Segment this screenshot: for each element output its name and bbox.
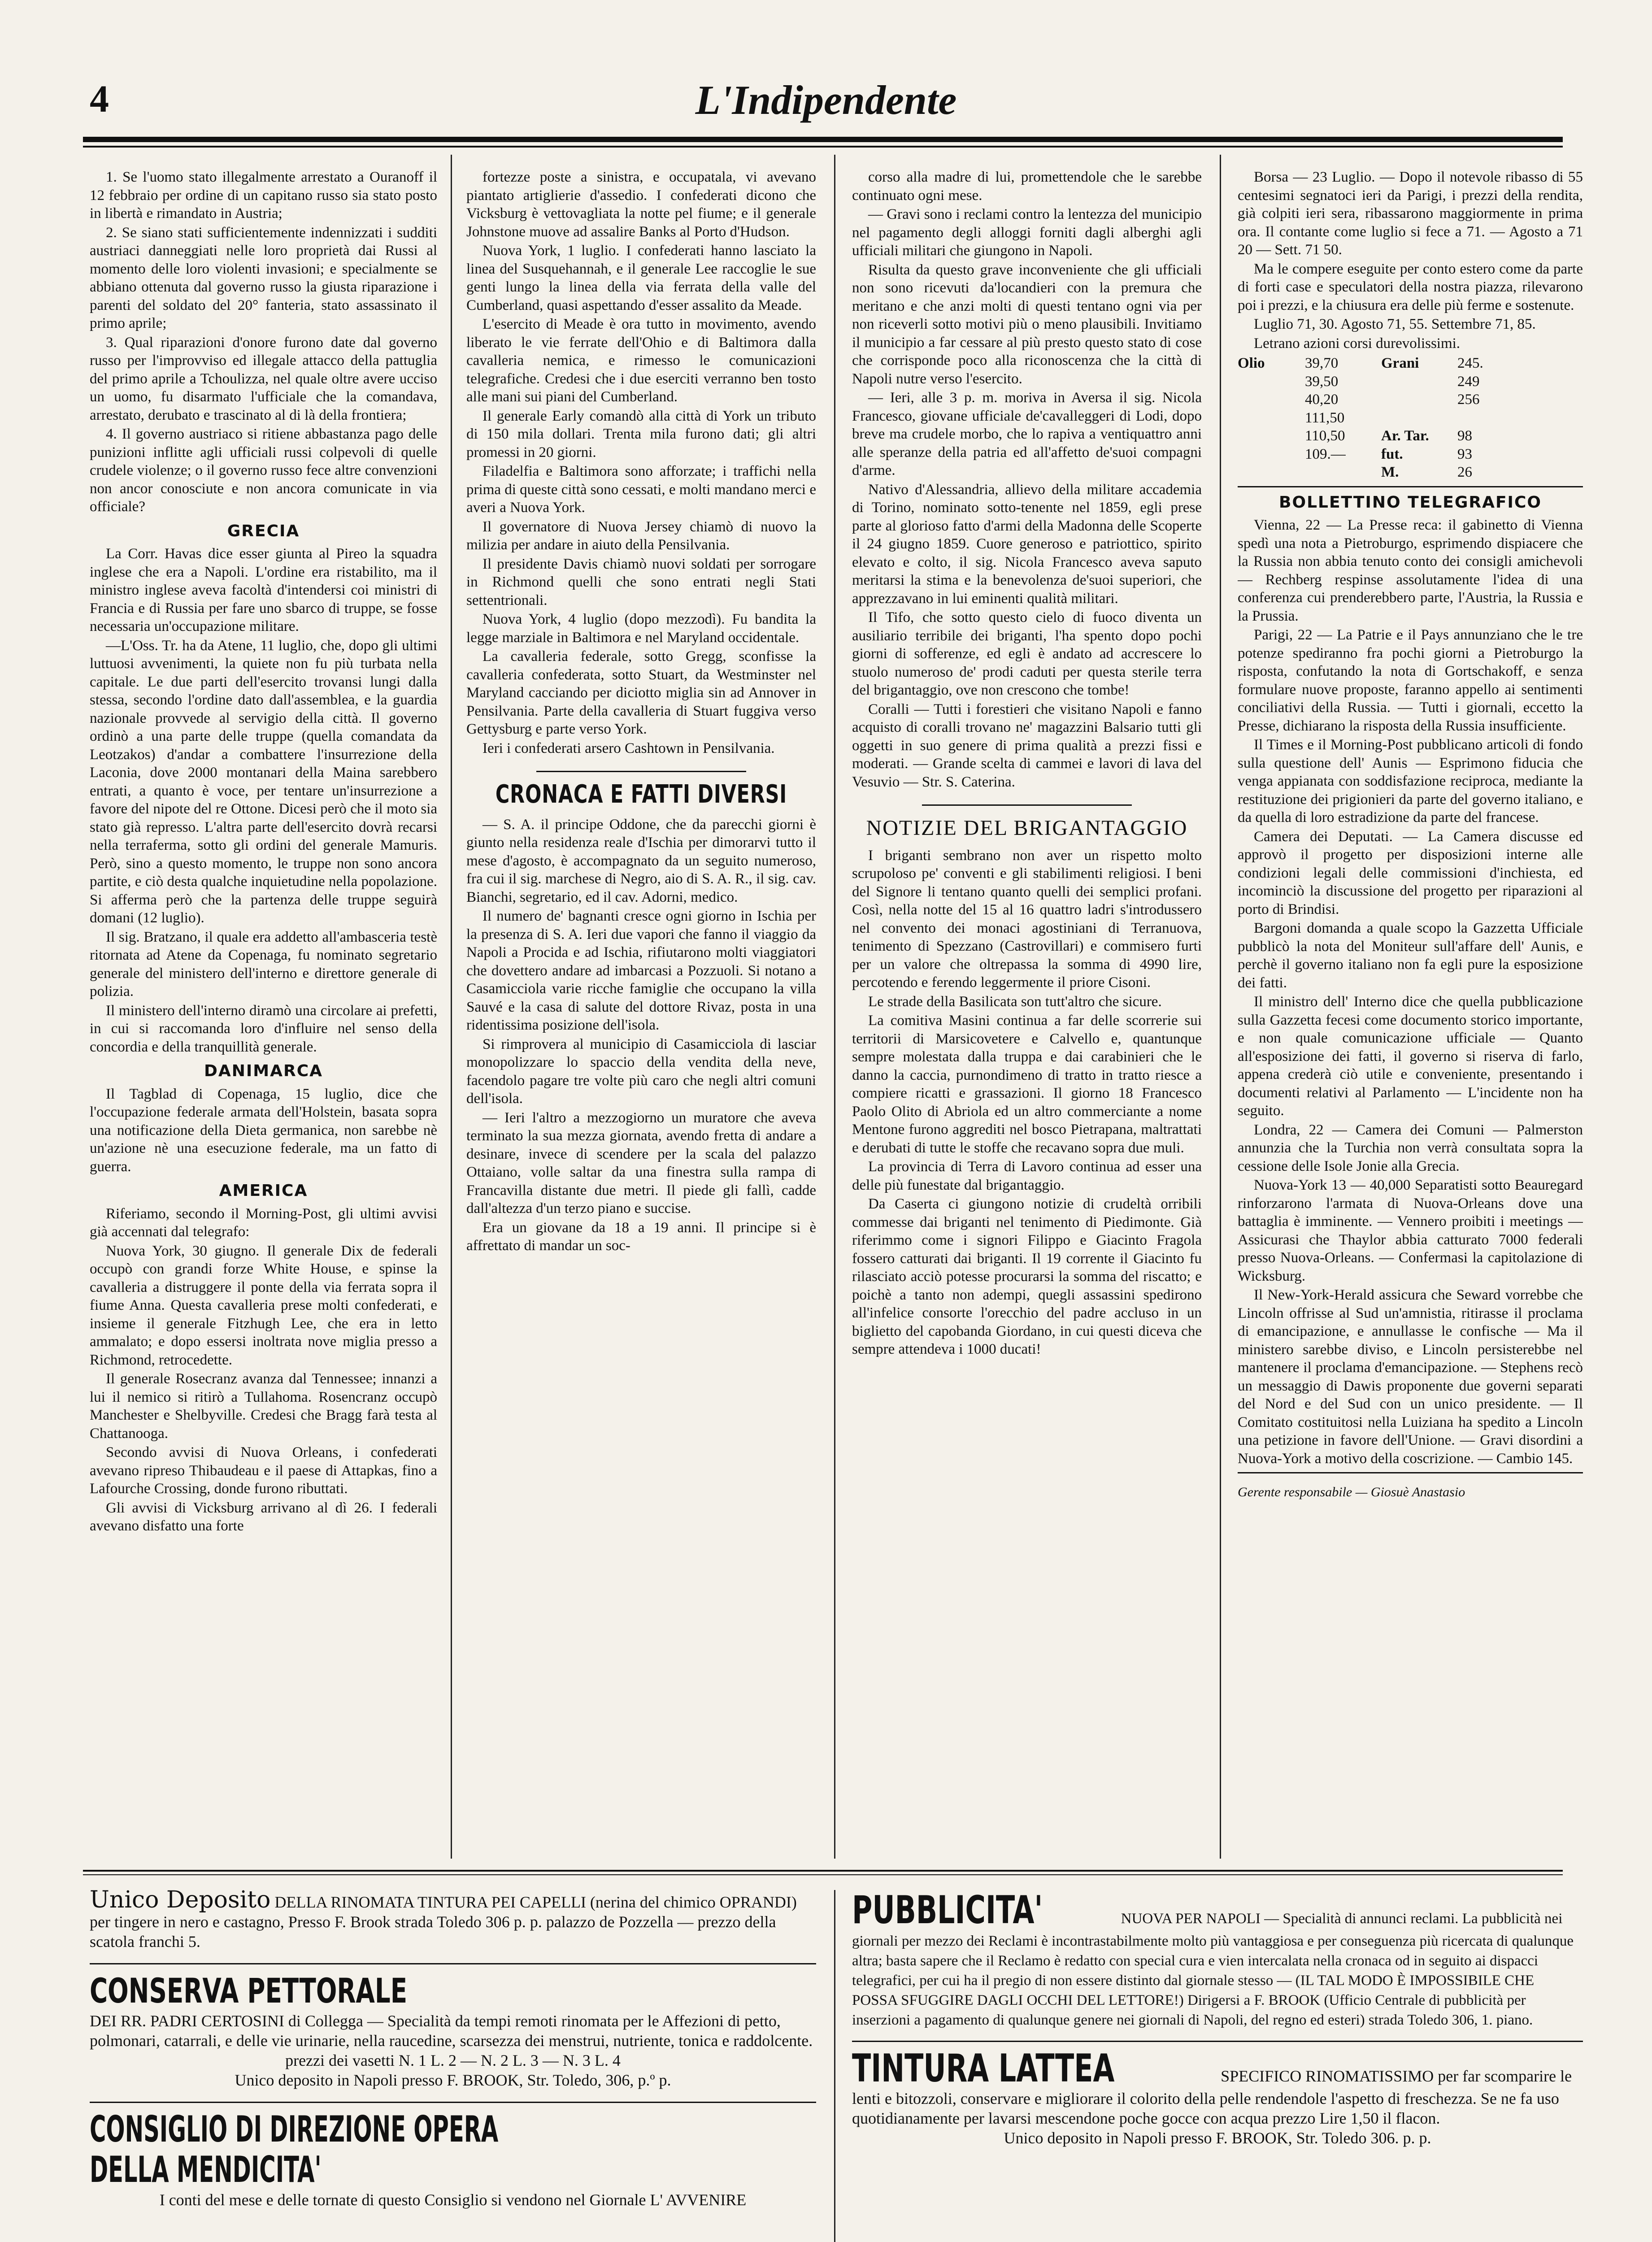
price-cell: 39,70 (1305, 355, 1339, 371)
price-row (1238, 354, 1583, 373)
section-head-cronaca: CRONACA E FATTI DIVERSI (495, 780, 787, 809)
ad-unico-head: Unico Deposito (90, 1886, 271, 1913)
borsa-report (1238, 168, 1583, 352)
paragraph: Vienna, 22 — La Presse reca: il gabinetto di Vienna spedì una nota a Pietroburgo, esprimendo dispiacere che la Russia non abbia tenuto conto dei consigli amichevoli — Rechberg respinse assolutamente l'idea di una conferenza cui prenderebbero parte, l'Austria, la Russia e la Prussia. (1238, 517, 1583, 624)
price-cell: 256 (1457, 391, 1480, 408)
section-head-grecia: GRECIA (227, 521, 300, 540)
price-cell: 245. (1457, 355, 1483, 371)
price-cell (1381, 409, 1457, 427)
ad-rule (852, 2041, 1583, 2042)
paragraph: Letrano azioni corsi durevolissimi. (1254, 335, 1461, 352)
price-cell (1238, 409, 1305, 427)
ads-top-rule-thin (83, 1874, 1563, 1875)
price-cell: Olio (1238, 355, 1265, 371)
price-cell: fut. (1381, 446, 1403, 462)
paragraph: Borsa — 23 Luglio. — Dopo il notevole ribasso di 55 centesimi segnatoci ieri da Parigi, i prezzi della rendita, già colpiti ieri sera, ribassarono maggiormente in prima ora. Il contante come luglio si fece a 71. — Agosto a 71 20 — Sett. 71 50. (1238, 169, 1583, 258)
section-head-bollettino: BOLLETTINO TELEGRAFICO (1279, 493, 1542, 512)
price-row (1238, 391, 1583, 409)
paragraph: Camera dei Deputati. — La Camera discusse ed approvò il progetto per disposizioni interne alle condizioni legali delle commissioni d'inchiesta, ed incominciò la discussione del progetto per riparazioni al porto di Brindisi. (1238, 828, 1583, 917)
paragraph: 2. Se siano stati sufficientemente indennizzati i sudditi austriaci danneggiati nelle loro proprietà dai Russi al momento delle loro violenti invasioni; e specialmente se abbiano ottenuta dal governo russo la giusta riparazione i parenti del soldato del 20° fanteria, stato assassinato il primo aprile; (90, 224, 437, 331)
paragraph: 3. Qual riparazioni d'onore furono date dal governo russo per l'improvviso ed illegale attacco della pattuglia del primo aprile a Tchoulizza, nel quale oltre avere ucciso un uomo, fu disarmato l'ufficiale che la comandava, arrestato, derubato e trascinato al di là della frontiera; (90, 334, 437, 423)
paragraph: Risulta da questo grave inconveniente che gli ufficiali non sono ricevuti da'locandieri con la premura che meritano e che anzi molti di questi tentano ogni via per non riceverli sotto motivi più o meno plausibili. Invitiamo il municipio a far cessare al più presto questo stato di cose che corrisponde poco alla riconoscenza che la città di Napoli nutre verso l'esercito. (852, 261, 1202, 387)
section-separator (1238, 486, 1583, 487)
header-rule-thin (83, 146, 1563, 148)
ad-unico-text: DELLA RINOMATA TINTURA PEI CAPELLI (nerina del chimico OPRANDI) per tingere in nero e castagno, Presso F. Brook strada Toledo 306 p. p. palazzo de Pozzella — prezzo della scatola franchi 5. (90, 1893, 797, 1951)
ad-tintura-lattea (852, 2048, 1583, 2148)
page-number: 4 (90, 77, 109, 120)
price-cell (1238, 391, 1305, 409)
paragraph: Coralli — Tutti i forestieri che visitano Napoli e fanno acquisto di coralli trovano ne' magazzini Balsario tutti gli oggetti in suo genere di prima qualità a prezzi fissi e moderati. — Grande scelta di cammei e lavori di lava del Vesuvio — Str. S. Caterina. (852, 701, 1202, 790)
price-cell: 93 (1457, 446, 1472, 462)
paragraph: Le strade della Basilicata son tutt'altro che sicure. (868, 993, 1162, 1010)
section-head-brigantaggio: NOTIZIE DEL BRIGANTAGGIO (866, 816, 1188, 840)
paragraph: Il numero de' bagnanti cresce ogni giorno in Ischia per la presenza di S. A. Ieri due vapori che fanno il viaggio da Napoli a Procida e ad Ischia, rifiutarono molti viaggiatori che dovettero andare ad imbarcasi a Pozzuoli. Si notano a Casamicciola varie ricche famiglie che occupano la villa Sauvé e la casa di salute del dottore Rivaz, posta in una ridentissima posizione dell'isola. (466, 908, 816, 1033)
column-divider (451, 155, 452, 1859)
ad-tintura-deposito: Unico deposito in Napoli presso F. BROOK, Str. Toledo 306. p. p. (1004, 2129, 1431, 2147)
paragraph: Filadelfia e Baltimora sono afforzate; i traffichi nella prima di queste città sono cessati, e molti mandano merci e averi a Nuova York. (466, 463, 816, 516)
column-4 (1238, 168, 1583, 1863)
price-cell (1457, 409, 1511, 427)
paragraph: Bargoni domanda a quale scopo la Gazzetta Ufficiale pubblicò la nota del Moniteur sull'affare dell' Aunis, e perchè il governo italiano non fa egli pure la esposizione dei fatti. (1238, 920, 1583, 991)
column-3 (852, 168, 1202, 1863)
ad-conserva-text: DEI RR. PADRI CERTOSINI di Collegga — Specialità da tempi remoti rinomata per le Affezioni di petto, polmonari, catarrali, e delle vie urinarie, nella raucedine, scarsezza dei menstrui, nutriente, tonica e raddolcente. (90, 2012, 813, 2050)
ad-tintura-text: SPECIFICO RINOMATISSIMO per far scomparire le lenti e bitozzoli, conservare e migliorare il colorito della pelle rendendole l'aspetto di freschezza. Se ne fa uso quotidianamente per lavarsi mescendone poche gocce con acqua prezzo Lire 1,50 il flacon. (852, 2067, 1572, 2127)
column-divider (1220, 155, 1221, 1859)
paragraph: La cavalleria federale, sotto Gregg, sconfisse la cavalleria confederata, sotto Stuart, da Westminster nel Maryland cacciando per diciotto miglia sin ad Annover in Pensilvania. Parte della cavalleria di Stuart fuggiva verso Gettysburg e parte verso York. (466, 648, 816, 737)
paragraph: Il generale Rosecranz avanza dal Tennessee; innanzi a lui il nemico si ritirò a Tullahoma. Rosencranz occupò Manchester e Shelbyville. Credesi che Bragg farà testa al Chattanooga. (90, 1371, 437, 1442)
ad-conserva-deposito: Unico deposito in Napoli presso F. BROOK, Str. Toledo, 306, p.º p. (235, 2071, 671, 2089)
ad-rule (90, 1963, 816, 1964)
paragraph: Si rimprovera al municipio di Casamicciola di lasciar monopolizzare lo spaccio della vendita della neve, facendolo pagare tre volte più caro che negli altri comuni dell'isola. (466, 1036, 816, 1107)
paragraph: La comitiva Masini continua a far delle scorrerie sui territorii di Marsicovetere e Calvello e, quantunque sempre molestata dalla truppa e dai carabinieri che le danno la caccia, purnondimeno di tratto in tratto riesce a compiere ricatti e grassazioni. Il giorno 18 Francesco Paolo Olito di Abriola ed un altro commerciante a nome Mentone furono aggrediti nel bosco Pietrapana, maltrattati e derubati di tutte le stoffe che recavano sopra due muli. (852, 1012, 1202, 1156)
danimarca-articles (90, 1085, 437, 1176)
price-cell: 110,50 (1305, 428, 1345, 444)
price-cell: 40,20 (1305, 391, 1339, 408)
ad-consiglio-text: I conti del mese e delle tornate di questo Consiglio si vendono nel Giornale L' AVVENIRE (159, 2191, 747, 2209)
paragraph: Il New-York-Herald assicura che Seward vorrebbe che Lincoln offrisse al Sud un'amnistia, ritirasse il proclama di emancipazione, e annullasse le confische — Ma il ministero sarebbe diviso, e Lincoln persisterebbe nel mantenere il proclama d'emancipazione. — Stephens recò un messaggio di Dawis proponente due governi separati del Nord e del Sud con un unico presidente. — Il Comitato costituitosi nella Luiziana ha spedito a Lincoln una petizione in favore dell'Unione. — Gravi disordini a Nuova-York a motivo della coscrizione. — Cambio 145. (1238, 1287, 1583, 1467)
header-rule (83, 137, 1563, 142)
section-separator (536, 771, 746, 772)
section-separator (1238, 1472, 1583, 1473)
page-header (90, 76, 1562, 135)
paragraph: L'esercito di Meade è ora tutto in movimento, avendo liberato le vie ferrate dell'Ohio e di Baltimora dalla cavalleria nemica, e rimesso le comunicazioni telegrafiche. Credesi che i due eserciti verranno ben tosto alle mani sui piani del Cumberland. (466, 316, 816, 405)
cronaca-articles (466, 816, 816, 1255)
price-cell: 26 (1457, 464, 1472, 480)
paragraph: Londra, 22 — Camera dei Comuni — Palmerston annunzia che la Turchia non verrà consultata sopra la cessione delle Isole Jonie alla Grecia. (1238, 1121, 1583, 1174)
column-divider (834, 155, 835, 1859)
paragraph: Secondo avvisi di Nuova Orleans, i confederati avevano ripreso Thibaudeau e il paese di Attapkas, fino a Lafourche Crossing, donde furono ributtati. (90, 1444, 437, 1497)
paragraph: 1. Se l'uomo stato illegalmente arrestato a Ouranoff il 12 febbraio per ordine di un capitano russo sia stato posto in libertà e rimandato in Austria; (90, 169, 437, 222)
bollettino-dispatches (1238, 516, 1583, 1468)
paragraph: Da Caserta ci giungono notizie di crudeltà orribili commesse dai briganti nel tenimento di Piedimonte. Già riferimmo come i signori Filippo e Giacinto Fragola fossero catturati dai briganti. Il 19 corrente il Giacinto fu rilasciato acciò potesse procurarsi la somma del riscatto; e poichè a tanto non adempi, quegli assassini spedirono all'infelice consorte l'orecchio del padre accluso in un biglietto del capobanda Giordano, in cui questi diceva che sempre attendeva i 1000 ducati! (852, 1196, 1202, 1357)
ads-left (90, 1886, 816, 2242)
paragraph: — Gravi sono i reclami contro la lentezza del municipio nel pagamento degli alloggi forniti dagli alberghi agli ufficiali militari che giungono in Napoli. (852, 206, 1202, 259)
grecia-articles (90, 545, 437, 1056)
paragraph: Il governatore di Nuova Jersey chiamò di nuovo la milizia per andare in aiuto della Pensilvania. (466, 518, 816, 553)
paragraph: Il presidente Davis chiamò nuovi soldati per sorrogare in Richmond quelli che sono entrati negli Stati settentrionali. (466, 556, 816, 608)
paragraph: Il generale Early comandò alla città di York un tributo di 150 mila dollari. Trenta mila furono dati; gli altri promessi in 20 giorni. (466, 408, 816, 461)
paragraph: La provincia di Terra di Lavoro continua ad esser una delle più funestate dal brigantaggio. (852, 1159, 1202, 1193)
paragraph: — Ieri, alle 3 p. m. moriva in Aversa il sig. Nicola Francesco, giovane ufficiale de'cavalleggeri di Lodi, dopo breve ma crudele morbo, che lo rapiva a ventiquattro anni alle speranze della patria ed all'affetto de'suoi compagni d'arme. (852, 390, 1202, 478)
price-cell: 249 (1457, 373, 1480, 390)
paragraph: Era un giovane da 18 a 19 anni. Il principe si è affrettato di mandar un soc- (466, 1219, 816, 1254)
paragraph: Il Times e il Morning-Post pubblicano articoli di fondo sulla questione dell' Aunis — Esprimono fiducia che venga appianata con soddisfazione reciproca, mediante la restituzione dei prigionieri da parte del governo italiano, e da quella di loro estradizione da parte del francese. (1238, 737, 1583, 826)
price-cell (1381, 391, 1457, 409)
price-cell: 98 (1457, 428, 1472, 444)
paragraph: 4. Il governo austriaco si ritiene abbastanza pago delle punizioni inflitte agli ufficiali russi colpevoli di quelle crudele violenze; o il governo russo fece altre convenzioni non ancor conosciute e non ancora comunicate in via officiale? (90, 426, 437, 515)
price-cell: M. (1381, 464, 1399, 480)
price-cell (1305, 463, 1381, 482)
ad-rule (90, 2102, 816, 2103)
price-cell (1238, 373, 1305, 391)
paragraph: — Ieri l'altro a mezzogiorno un muratore che aveva terminato la sua mezza giornata, avendo fretta di andare a desinare, invece di scendere per la scala del palazzo Ottaiano, volle saltar da una finestra sulla rampa di Francavilla distante due metri. Il piede gli fallì, cadde dall'altezza d'un terzo piano e succise. (466, 1109, 816, 1217)
price-cell: Ar. Tar. (1381, 428, 1429, 444)
ad-pubblicita-head: PUBBLICITA' (852, 1888, 1043, 1933)
paragraph: Nuova York, 30 giugno. Il generale Dix de federali occupò con grandi forze White House, e spinse la cavalleria a distruggere il ponte della via ferrata sopra il fiume Anna. Questa cavalleria prese molti confederati, e insieme il generale Fitzhugh Lee, che era in letto ammalato; e dopo essersi inoltrata nove miglia presso a Richmond, retrocedette. (90, 1243, 437, 1368)
price-cell (1238, 463, 1305, 482)
paragraph: corso alla madre di lui, promettendole che le sarebbe continuato ogni mese. (852, 169, 1202, 204)
ad-consiglio-head: CONSIGLIO DI DIREZIONE OPERA DELLA MENDICITA' (90, 2108, 499, 2190)
paragraph: Nuova York, 1 luglio. I confederati hanno lasciato la linea del Susquehannah, e il generale Lee raccoglie le sue genti lungo la linea della via ferrata della valle del Cumberland, quasi aspettando d'esser assalito da Meade. (466, 243, 816, 313)
paragraph: Nuova York, 4 luglio (dopo mezzodì). Fu bandita la legge marziale in Baltimora e nel Maryland occidentale. (466, 611, 816, 646)
gerente-line: Gerente responsabile — Giosuè Anastasio (1238, 1485, 1465, 1499)
price-row (1238, 463, 1583, 482)
masthead-title: L'Indipendente (695, 77, 957, 123)
austria-questions (90, 168, 437, 516)
ad-conserva-prices: prezzi dei vasetti N. 1 L. 2 — N. 2 L. 3 — N. 3 L. 4 (285, 2051, 621, 2069)
column-2 (466, 168, 816, 1863)
paragraph: La Corr. Havas dice esser giunta al Pireo la squadra inglese che era a Napoli. L'ordine era ristabilito, ma il ministro inglese aveva facoltà d'intendersi coi ministri di Francia e di Russia per fare uno sbarco di truppe, se fosse necessaria un'occupazione militare. (90, 546, 437, 634)
paragraph: Gli avvisi di Vicksburg arrivano al dì 26. I federali avevano disfatto una forte (90, 1499, 437, 1534)
america-articles (90, 1205, 437, 1535)
price-row (1238, 445, 1583, 464)
paragraph: Ieri i confederati arsero Cashtown in Pensilvania. (483, 740, 775, 756)
cronaca-continued (852, 168, 1202, 791)
price-cell (1381, 373, 1457, 391)
price-cell: 111,50 (1305, 409, 1345, 426)
price-cell: Grani (1381, 355, 1419, 371)
paragraph: — S. A. il principe Oddone, che da parecchi giorni è giunto nella residenza reale d'Ischia per dimorarvi tutto il mese d'agosto, è accompagnato da un seguito numeroso, fra cui il sig. marchese di Negro, aio di S. A. R., il sig. cav. Bianchi, segretario, ed il cav. Adorni, medico. (466, 816, 816, 905)
section-separator (922, 804, 1132, 806)
section-head-danimarca: DANIMARCA (204, 1062, 323, 1080)
price-cell (1238, 445, 1305, 464)
paragraph: Ma le compere eseguite per conto estero come da parte di forti case e speculatori della nostra piazza, rilevarono poi i prezzi, e la chiusura era delle più ferme e sostenute. (1238, 261, 1583, 313)
paragraph: Luglio 71, 30. Agosto 71, 55. Settembre 71, 85. (1254, 316, 1536, 332)
section-head-america: AMERICA (219, 1182, 308, 1200)
ad-consiglio-direzione (90, 2109, 816, 2210)
paragraph: Riferiamo, secondo il Morning-Post, gli ultimi avvisi già accennati dal telegrafo: (90, 1205, 437, 1240)
ads-divider (834, 1890, 835, 2242)
ad-conserva-head: CONSERVA PETTORALE (90, 1971, 408, 2011)
paragraph: Il Tifo, che sotto questo cielo di fuoco diventa un ausiliario terribile dei briganti, l'ha spento dopo pochi giorni di sofferenze, ed egli è andato ad accrescere lo stuolo numeroso de' prodi caduti per questa sterile terra del brigantaggio, ove non crescono che tombe! (852, 609, 1202, 698)
price-row (1238, 373, 1583, 391)
paragraph: Nativo d'Alessandria, allievo della militare accademia di Torino, nominato sotto-tenente nel 1859, egli prese parte al glorioso fatto d'armi della Madonna delle Scoperte il 24 giugno 1859. Cuore generoso e patriottico, spirito elevato e colto, il sig. Nicola Francesco aveva saputo meritarsi la stima e la benevolenza de'suoi superiori, che apprezzavano in lui eminenti qualità militari. (852, 481, 1202, 607)
price-cell: 39,50 (1305, 373, 1339, 390)
paragraph: Nuova-York 13 — 40,000 Separatisti sotto Beauregard rinforzarono l'armata di Nuova-Orleans dove una battaglia è imminente. — Vennero proibiti i meetings — Assicurasi che Thaylor abbia catturato 7000 federali presso Nuova-Orleans. — Confermasi la capitolazione di Wicksburg. (1238, 1177, 1583, 1284)
paragraph: Il ministro dell' Interno dice che quella pubblicazione sulla Gazzetta fecesi come documento storico importante, e non quale comunicazione ufficiale — Quanto all'esposizione dei fatti, il governo si riserva di farlo, appena crederà ciò utile e conveniente, presentando i documenti relativi al Parlamento — L'incidente non ha seguito. (1238, 994, 1583, 1119)
column-1 (90, 168, 437, 1863)
paragraph: fortezze poste a sinistra, e occupatala, vi avevano piantato artiglierie d'assedio. I confederati dicono che Vicksburg è vettovagliata la notte pel fiume; e il generale Johnstone muove ad assalire Banks al Porto d'Hudson. (466, 169, 816, 240)
ad-conserva-pettorale (90, 1971, 816, 2090)
price-row (1238, 409, 1583, 427)
ads-right (852, 1890, 1583, 2242)
paragraph: Il Tagblad di Copenaga, 15 luglio, dice che l'occupazione federale armata dell'Holstein, basata sopra una notificazione della Dieta germanica, non sarebbe nè un'azione nè una esecuzione federale, ma un fatto di guerra. (90, 1086, 437, 1175)
paragraph: Il ministero dell'interno diramò una circolare ai prefetti, in cui si raccomanda loro d'influire nel senso della concordia e della tranquillità generale. (90, 1002, 437, 1055)
paragraph: I briganti sembrano non aver un rispetto molto scrupoloso pe' conventi e gli stabilimenti religiosi. I beni del Signore li tentano quanto quelli dei semplici profani. Così, nella notte del 15 al 16 quattro ladri s'introdussero nel convento dei monaci agostiniani di Terranuova, tenimento di Spezzano (Castrovillari) e commisero furti per un valore che oltrepassa la somma di 4990 lire, percotendo e ferendo leggermente il priore Cisoni. (852, 847, 1202, 991)
price-cell (1238, 427, 1305, 445)
ad-tintura-head: TINTURA LATTEA (852, 2046, 1115, 2091)
paragraph: —L'Oss. Tr. ha da Atene, 11 luglio, che, dopo gli ultimi luttuosi avvenimenti, la quiete non fu più turbata nella capitale. Le due parti dell'esercito trovansi lungi dalla stessa, secondo l'ordine dato dall'assemblea, e la guardia nazionale provvede al servigio della città. Il governo ordinò a una parte delle truppe (quella comandata da Leotzakos) d'andar a combattere l'insurrezione della Laconia, dove 2000 montanari della Maina sarebbero entrati, a quanto è voce, per tentare un'insurrezione a favore del nipote del re Ottone. Dicesi però che il moto sia stato già represso. L'altra parte dell'esercito dovrà recarsi nella terraferma, sotto gli ordini del generale Mamuris. Però, sino a questo momento, le truppe non sono ancora partite, e ciò desta qualche inquietudine nella popolazione. Si afferma però che la partenza delle truppe seguirà domani (12 luglio). (90, 637, 437, 926)
ad-tintura-capelli (90, 1886, 816, 1951)
paragraph: Parigi, 22 — La Patrie e il Pays annunziano che le tre potenze spediranno fra pochi giorni a Pietroburgo la risposta, confutando la nota di Gortschakoff, e senza formulare nuove proposte, faranno appello ai sentimenti conciliativi della Russia. — Tutti i giornali, eccetto la Presse, dichiarano la risposta della Russia insufficiente. (1238, 627, 1583, 734)
price-cell: 109.— (1305, 446, 1346, 462)
paragraph: Il sig. Bratzano, il quale era addetto all'ambasceria testè ritornata ad Atene da Copenaga, fu nominato segretario generale del ministero dell'interno e direttore generale di polizia. (90, 929, 437, 999)
ads-top-rule (83, 1870, 1563, 1872)
price-row (1238, 427, 1583, 445)
ad-pubblicita (852, 1890, 1583, 2029)
ad-pubblicita-text: NUOVA PER NAPOLI — Specialità di annunci reclami. La pubblicità nei giornali per mezzo dei Reclami è incontrastabilmente molto più vantaggiosa e per conseguenza più ricercata di qualunque altra; basta sapere che il Reclamo è redatto con special cura e vien intercalata nella cronaca od in seguito ai dispacci telegrafici, per cui ha il pregio di non essere distinto dal giornale stesso — (IL TAL MODO È IMPOSSIBILE CHE POSSA SFUGGIRE DAGLI OCCHI DEL LETTORE!) Dirigersi a F. BROOK (Ufficio Centrale di pubblicità per inserzioni a pagamento di qualunque genere nei giornali di Napoli, del regno ed esteri) strada Toledo 306, 1. piano. (852, 1911, 1574, 2028)
brigantaggio-articles (852, 847, 1202, 1359)
commodity-prices-table (1238, 354, 1583, 482)
america-continued (466, 168, 816, 757)
